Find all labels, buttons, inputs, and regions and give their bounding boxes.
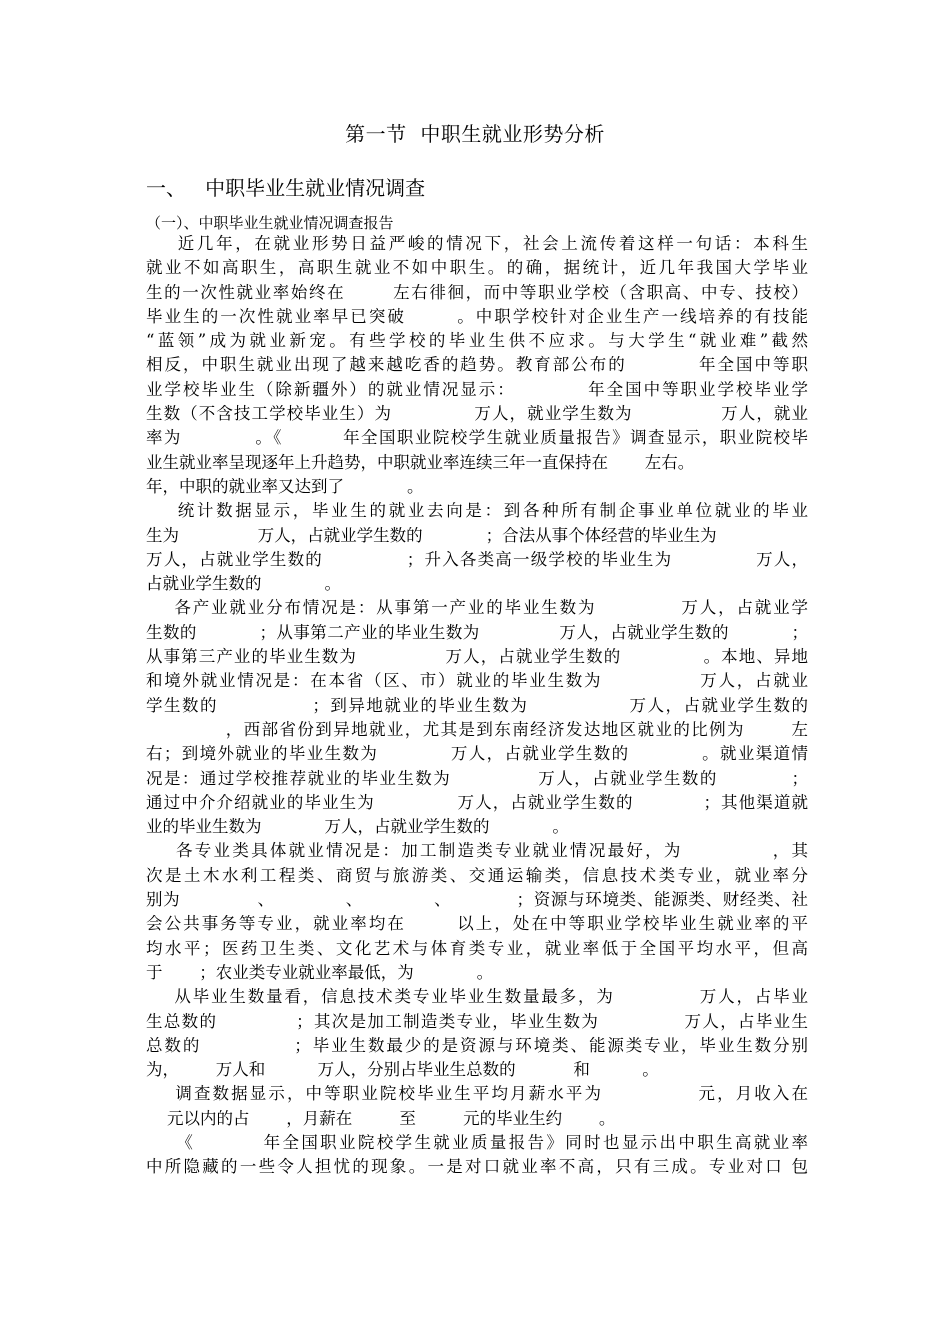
text-line: 元以内的占 ，月薪在 至 元的毕业生约 。 — [146, 1108, 616, 1128]
text-line: 从事第三产业的毕业生数为 万人，占就业学生数的 。本地、异地 — [146, 647, 808, 667]
text-line: 况是：通过学校推荐就业的毕业生数为 万人，占就业学生数的 ； — [146, 768, 808, 788]
text-line: 业的毕业生数为 万人，占就业学生数的 。 — [146, 817, 569, 837]
text-line: 率为 。《 年全国职业院校学生就业质量报告》调查显示，职业院校毕 — [146, 428, 808, 448]
text-line: 万人，占就业学生数的 ；升入各类高一级学校的毕业生为 万人， — [146, 549, 808, 569]
text-line: 各专业类具体就业情况是：加工制造类专业就业情况最好，为 ，其 — [146, 841, 808, 861]
text-line: 次是土木水利工程类、商贸与旅游类、交通运输类，信息技术类专业，就业率分 — [146, 865, 808, 885]
heading-level-2: （一）、中职毕业生就业情况调查报告 — [146, 214, 394, 232]
text-line: 通过中介介绍就业的毕业生为 万人，占就业学生数的 ；其他渠道就 — [146, 792, 808, 812]
text-line: 调查数据显示，中等职业院校毕业生平均月薪水平为 元，月收入在 — [146, 1084, 808, 1104]
text-line: 右；到境外就业的毕业生数为 万人，占就业学生数的 。就业渠道情 — [146, 744, 808, 764]
text-line: 于 ；农业类专业就业率最低，为 。 — [146, 962, 494, 982]
text-line: 业生就业率呈现逐年上升趋势，中职就业率连续三年一直保持在 左右。 — [146, 452, 695, 472]
text-line: 统计数据显示，毕业生的就业去向是：到各种所有制企事业单位就业的毕业 — [146, 501, 808, 521]
text-line: ，西部省份到异地就业，尤其是到东南经济发达地区就业的比例为 左 — [146, 719, 808, 739]
section-title: 第一节 中职生就业形势分析 — [345, 122, 605, 146]
text-line: 业学校毕业生（除新疆外）的就业情况显示： 年全国中等职业学校毕业学 — [146, 379, 808, 399]
text-line: 《 年全国职业院校学生就业质量报告》同时也显示出中职生高就业率 — [146, 1132, 808, 1152]
text-line: 和境外就业情况是：在本省（区、市）就业的毕业生数为 万人，占就业 — [146, 671, 808, 691]
body-text — [146, 232, 808, 1180]
text-line: 年，中职的就业率又达到了 。 — [146, 476, 424, 496]
text-line: 生总数的 ；其次是加工制造类专业，毕业生数为 万人，占毕业生 — [146, 1011, 808, 1031]
text-line: 中所隐藏的一些令人担忧的现象。一是对口就业率不高，只有三成。专业对口 包 — [146, 1157, 808, 1177]
text-line: 学生数的 ；到异地就业的毕业生数为 万人，占就业学生数的 — [146, 695, 808, 715]
text-line: 总数的 ；毕业生数最少的是资源与环境类、能源类专业，毕业生数分别 — [146, 1035, 808, 1055]
text-line: 生数（不含技工学校毕业生）为 万人，就业学生数为 万人，就业 — [146, 404, 808, 424]
text-line: 会公共事务等专业，就业率均在 以上，处在中等职业学校毕业生就业率的平 — [146, 914, 808, 934]
text-line: 生为 万人，占就业学生数的 ；合法从事个体经营的毕业生为 — [146, 525, 717, 545]
heading-level-1: 一、 中职毕业生就业情况调查 — [146, 176, 426, 200]
text-line: 生数的 ；从事第二产业的毕业生数为 万人，占就业学生数的 ； — [146, 622, 808, 642]
text-line: 毕业生的一次性就业率早已突破 。中职学校针对企业生产一线培养的有技能 — [146, 306, 808, 326]
text-line: 相反，中职生就业出现了越来越吃香的趋势。教育部公布的 年全国中等职 — [146, 355, 808, 375]
text-line: 为， 万人和 万人，分别占毕业生总数的 和 。 — [146, 1060, 659, 1080]
text-line: “蓝领”成为就业新宠。有些学校的毕业生供不应求。与大学生“就业难”截然 — [146, 331, 808, 351]
text-line: 生的一次性就业率始终在 左右徘徊，而中等职业学校（含职高、中专、技校） — [146, 282, 808, 302]
text-line: 就业不如高职生，高职生就业不如中职生。的确，据统计，近几年我国大学毕业 — [146, 258, 808, 278]
text-line: 占就业学生数的 。 — [146, 574, 341, 594]
text-line: 均水平；医药卫生类、文化艺术与体育类专业，就业率低于全国平均水平，但高 — [146, 938, 808, 958]
text-line: 近几年，在就业形势日益严峻的情况下，社会上流传着这样一句话：本科生 — [146, 234, 808, 253]
text-line: 从毕业生数量看，信息技术类专业毕业生数量最多，为 万人，占毕业 — [146, 987, 808, 1007]
text-line: 各产业就业分布情况是：从事第一产业的毕业生数为 万人，占就业学 — [146, 598, 808, 618]
text-line: 别为 、 、 、 ；资源与环境类、能源类、财经类、社 — [146, 890, 808, 910]
